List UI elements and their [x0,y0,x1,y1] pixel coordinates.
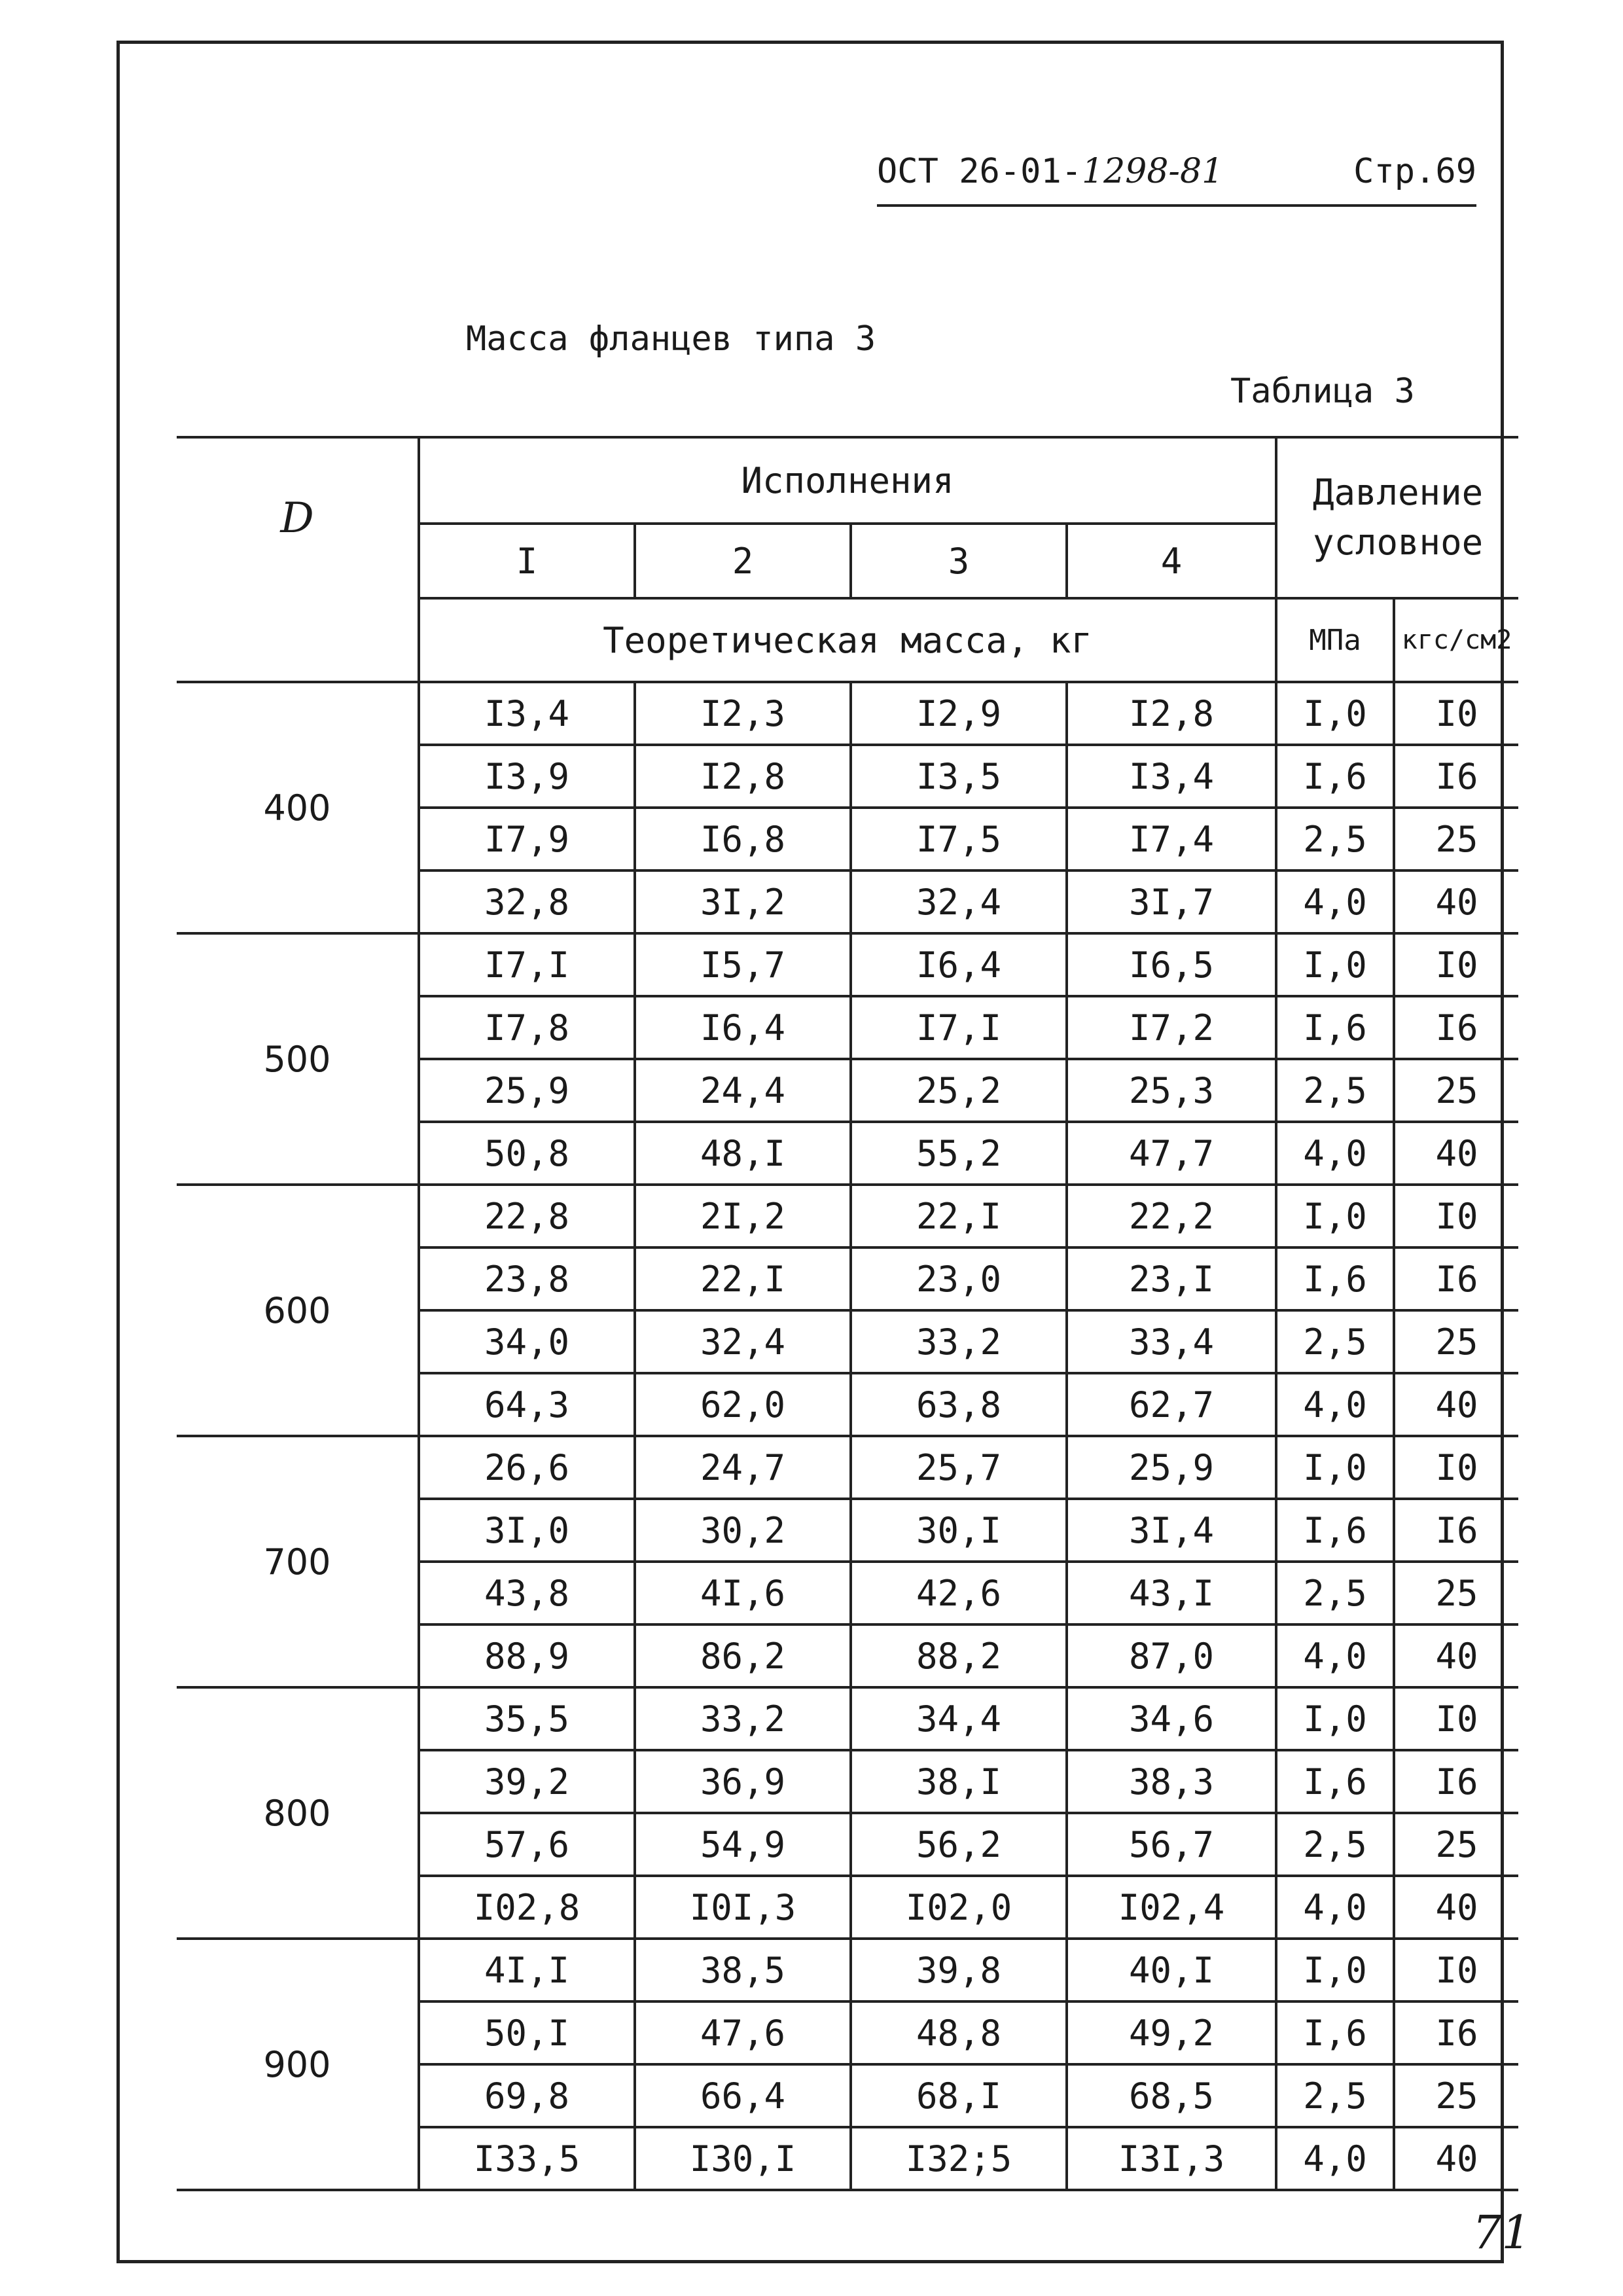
mass-cell: 64,3 [419,1373,635,1436]
pressure-kgf-cell: I0 [1394,1436,1518,1499]
mass-cell: 4I,I [419,1939,635,2001]
doc-code: ОСТ 26-01-1298-81 [877,152,1224,191]
pressure-kgf-cell: 40 [1394,1122,1518,1185]
mass-cell: 34,4 [851,1687,1067,1750]
doc-code-handwritten: 1298-81 [1082,152,1224,191]
mass-cell: I0I,3 [635,1876,851,1939]
nominal-diameter: 900 [177,1939,419,2190]
nominal-diameter: 400 [177,682,419,933]
pressure-mpa-cell: I,0 [1276,933,1394,996]
pressure-kgf-cell: I0 [1394,1185,1518,1247]
mass-cell: 38,3 [1067,1750,1276,1813]
mass-cell: 88,2 [851,1624,1067,1687]
mass-cell: 34,6 [1067,1687,1276,1750]
mass-cell: 25,3 [1067,1059,1276,1122]
mass-cell: 23,8 [419,1247,635,1310]
mass-cell: 49,2 [1067,2001,1276,2064]
mass-cell: 38,I [851,1750,1067,1813]
mass-cell: 33,2 [635,1687,851,1750]
mass-cell: 26,6 [419,1436,635,1499]
mass-cell: 48,I [635,1122,851,1185]
mass-cell: 62,7 [1067,1373,1276,1436]
mass-cell: 54,9 [635,1813,851,1876]
mass-cell: 36,9 [635,1750,851,1813]
mass-cell: I30,I [635,2127,851,2190]
page-number: 71 [1472,2206,1531,2259]
mass-cell: 25,9 [1067,1436,1276,1499]
pressure-mpa-cell: I,0 [1276,682,1394,745]
mass-cell: 30,2 [635,1499,851,1562]
mass-cell: 33,2 [851,1310,1067,1373]
mass-cell: 56,2 [851,1813,1067,1876]
mass-cell: I7,8 [419,996,635,1059]
pressure-mpa-cell: 2,5 [1276,1562,1394,1624]
header-exec-3: 3 [851,524,1067,598]
table-row [177,933,1518,996]
pressure-kgf-cell: 25 [1394,1562,1518,1624]
mass-cell: I6,4 [635,996,851,1059]
pressure-mpa-cell: I,0 [1276,1939,1394,2001]
mass-cell: 35,5 [419,1687,635,1750]
mass-cell: 22,2 [1067,1185,1276,1247]
document-title: Масса фланцев типа 3 [466,319,876,359]
mass-cell: I2,3 [635,682,851,745]
pressure-mpa-cell: I,0 [1276,1436,1394,1499]
mass-cell: 23,I [1067,1247,1276,1310]
header-d: D [177,437,419,598]
mass-cell: I6,4 [851,933,1067,996]
pressure-mpa-cell: 4,0 [1276,1876,1394,1939]
pressure-mpa-cell: 2,5 [1276,1813,1394,1876]
mass-cell: I2,8 [635,745,851,808]
pressure-mpa-cell: 2,5 [1276,1310,1394,1373]
mass-cell: I2,9 [851,682,1067,745]
header-unit-kgf: кгс/см2 [1394,598,1518,682]
mass-cell: 63,8 [851,1373,1067,1436]
pressure-mpa-cell: 4,0 [1276,870,1394,933]
mass-cell: 4I,6 [635,1562,851,1624]
mass-cell: 23,0 [851,1247,1067,1310]
pressure-kgf-cell: I6 [1394,1750,1518,1813]
mass-cell: 48,8 [851,2001,1067,2064]
pressure-mpa-cell: I,6 [1276,1247,1394,1310]
header-d-spacer [177,598,419,682]
pressure-mpa-cell: 4,0 [1276,1373,1394,1436]
pressure-kgf-cell: 40 [1394,1373,1518,1436]
header-pressure: Давление условное [1276,437,1518,598]
mass-cell: I02,0 [851,1876,1067,1939]
mass-cell: I3,9 [419,745,635,808]
mass-cell: 56,7 [1067,1813,1276,1876]
table-row [177,682,1518,745]
mass-cell: I02,4 [1067,1876,1276,1939]
mass-cell: 42,6 [851,1562,1067,1624]
pressure-kgf-cell: 25 [1394,1310,1518,1373]
pressure-kgf-cell: I6 [1394,1499,1518,1562]
mass-cell: 47,7 [1067,1122,1276,1185]
mass-cell: 30,I [851,1499,1067,1562]
pressure-mpa-cell: I,6 [1276,1750,1394,1813]
mass-cell: 34,0 [419,1310,635,1373]
mass-cell: 24,4 [635,1059,851,1122]
pressure-mpa-cell: I,6 [1276,996,1394,1059]
pressure-kgf-cell: 25 [1394,1813,1518,1876]
mass-cell: 50,I [419,2001,635,2064]
document-header [877,152,1476,191]
mass-cell: 87,0 [1067,1624,1276,1687]
mass-cell: 32,8 [419,870,635,933]
mass-cell: 33,4 [1067,1310,1276,1373]
pressure-mpa-cell: I,6 [1276,745,1394,808]
pressure-mpa-cell: 2,5 [1276,2064,1394,2127]
mass-cell: I3,4 [1067,745,1276,808]
mass-cell: I3,4 [419,682,635,745]
header-exec-2: 2 [635,524,851,598]
mass-cell: 43,8 [419,1562,635,1624]
mass-cell: 57,6 [419,1813,635,1876]
nominal-diameter: 600 [177,1185,419,1436]
pressure-mpa-cell: 4,0 [1276,1122,1394,1185]
table-body [177,682,1518,2190]
mass-cell: 3I,2 [635,870,851,933]
nominal-diameter: 800 [177,1687,419,1939]
mass-cell: 55,2 [851,1122,1067,1185]
mass-cell: 68,I [851,2064,1067,2127]
mass-cell: 50,8 [419,1122,635,1185]
mass-cell: 2I,2 [635,1185,851,1247]
pressure-mpa-cell: 2,5 [1276,808,1394,870]
pressure-kgf-cell: 40 [1394,1624,1518,1687]
header-unit-mpa: МПа [1276,598,1394,682]
mass-cell: 32,4 [851,870,1067,933]
mass-cell: I3I,3 [1067,2127,1276,2190]
mass-cell: 68,5 [1067,2064,1276,2127]
pressure-mpa-cell: I,6 [1276,2001,1394,2064]
mass-cell: I33,5 [419,2127,635,2190]
table-row [177,1687,1518,1750]
mass-cell: 24,7 [635,1436,851,1499]
mass-cell: 47,6 [635,2001,851,2064]
pressure-kgf-cell: 25 [1394,808,1518,870]
pressure-mpa-cell: 4,0 [1276,2127,1394,2190]
mass-cell: I7,4 [1067,808,1276,870]
mass-cell: I7,2 [1067,996,1276,1059]
header-executions: Исполнения [419,437,1276,524]
pressure-kgf-cell: 25 [1394,2064,1518,2127]
mass-cell: I02,8 [419,1876,635,1939]
page-label: Стр.69 [1353,152,1476,191]
mass-cell: 43,I [1067,1562,1276,1624]
pressure-mpa-cell: I,6 [1276,1499,1394,1562]
mass-cell: 22,I [635,1247,851,1310]
header-rule [877,204,1476,207]
mass-cell: 66,4 [635,2064,851,2127]
mass-cell: 86,2 [635,1624,851,1687]
mass-cell: I32;5 [851,2127,1067,2190]
table-row [177,1436,1518,1499]
pressure-mpa-cell: I,0 [1276,1185,1394,1247]
mass-cell: I2,8 [1067,682,1276,745]
mass-cell: I7,I [851,996,1067,1059]
mass-cell: I5,7 [635,933,851,996]
mass-cell: 69,8 [419,2064,635,2127]
pressure-mpa-cell: 4,0 [1276,1624,1394,1687]
mass-cell: 25,7 [851,1436,1067,1499]
mass-cell: 62,0 [635,1373,851,1436]
flange-mass-table [177,436,1518,2191]
mass-cell: 39,2 [419,1750,635,1813]
pressure-kgf-cell: I0 [1394,1687,1518,1750]
mass-cell: 25,9 [419,1059,635,1122]
header-exec-4: 4 [1067,524,1276,598]
mass-cell: I7,9 [419,808,635,870]
pressure-kgf-cell: I0 [1394,1939,1518,2001]
pressure-kgf-cell: 40 [1394,2127,1518,2190]
mass-cell: 32,4 [635,1310,851,1373]
pressure-kgf-cell: 40 [1394,870,1518,933]
mass-cell: 25,2 [851,1059,1067,1122]
mass-cell: I3,5 [851,745,1067,808]
pressure-kgf-cell: I6 [1394,996,1518,1059]
nominal-diameter: 700 [177,1436,419,1687]
pressure-mpa-cell: I,0 [1276,1687,1394,1750]
table-row [177,1939,1518,2001]
mass-cell: 3I,7 [1067,870,1276,933]
pressure-kgf-cell: I6 [1394,2001,1518,2064]
mass-cell: 22,8 [419,1185,635,1247]
mass-cell: I7,5 [851,808,1067,870]
pressure-kgf-cell: I0 [1394,933,1518,996]
mass-cell: I6,8 [635,808,851,870]
mass-cell: 88,9 [419,1624,635,1687]
pressure-kgf-cell: I6 [1394,1247,1518,1310]
mass-cell: I6,5 [1067,933,1276,996]
mass-cell: 3I,4 [1067,1499,1276,1562]
mass-cell: I7,I [419,933,635,996]
pressure-kgf-cell: I0 [1394,682,1518,745]
header-exec-1: I [419,524,635,598]
mass-cell: 38,5 [635,1939,851,2001]
pressure-mpa-cell: 2,5 [1276,1059,1394,1122]
mass-cell: 22,I [851,1185,1067,1247]
table-row [177,1185,1518,1247]
header-mass: Теоретическая масса, кг [419,598,1276,682]
mass-cell: 40,I [1067,1939,1276,2001]
pressure-kgf-cell: 25 [1394,1059,1518,1122]
table-number: Таблица 3 [1230,372,1415,411]
nominal-diameter: 500 [177,933,419,1185]
pressure-kgf-cell: 40 [1394,1876,1518,1939]
mass-cell: 39,8 [851,1939,1067,2001]
pressure-kgf-cell: I6 [1394,745,1518,808]
mass-cell: 3I,0 [419,1499,635,1562]
